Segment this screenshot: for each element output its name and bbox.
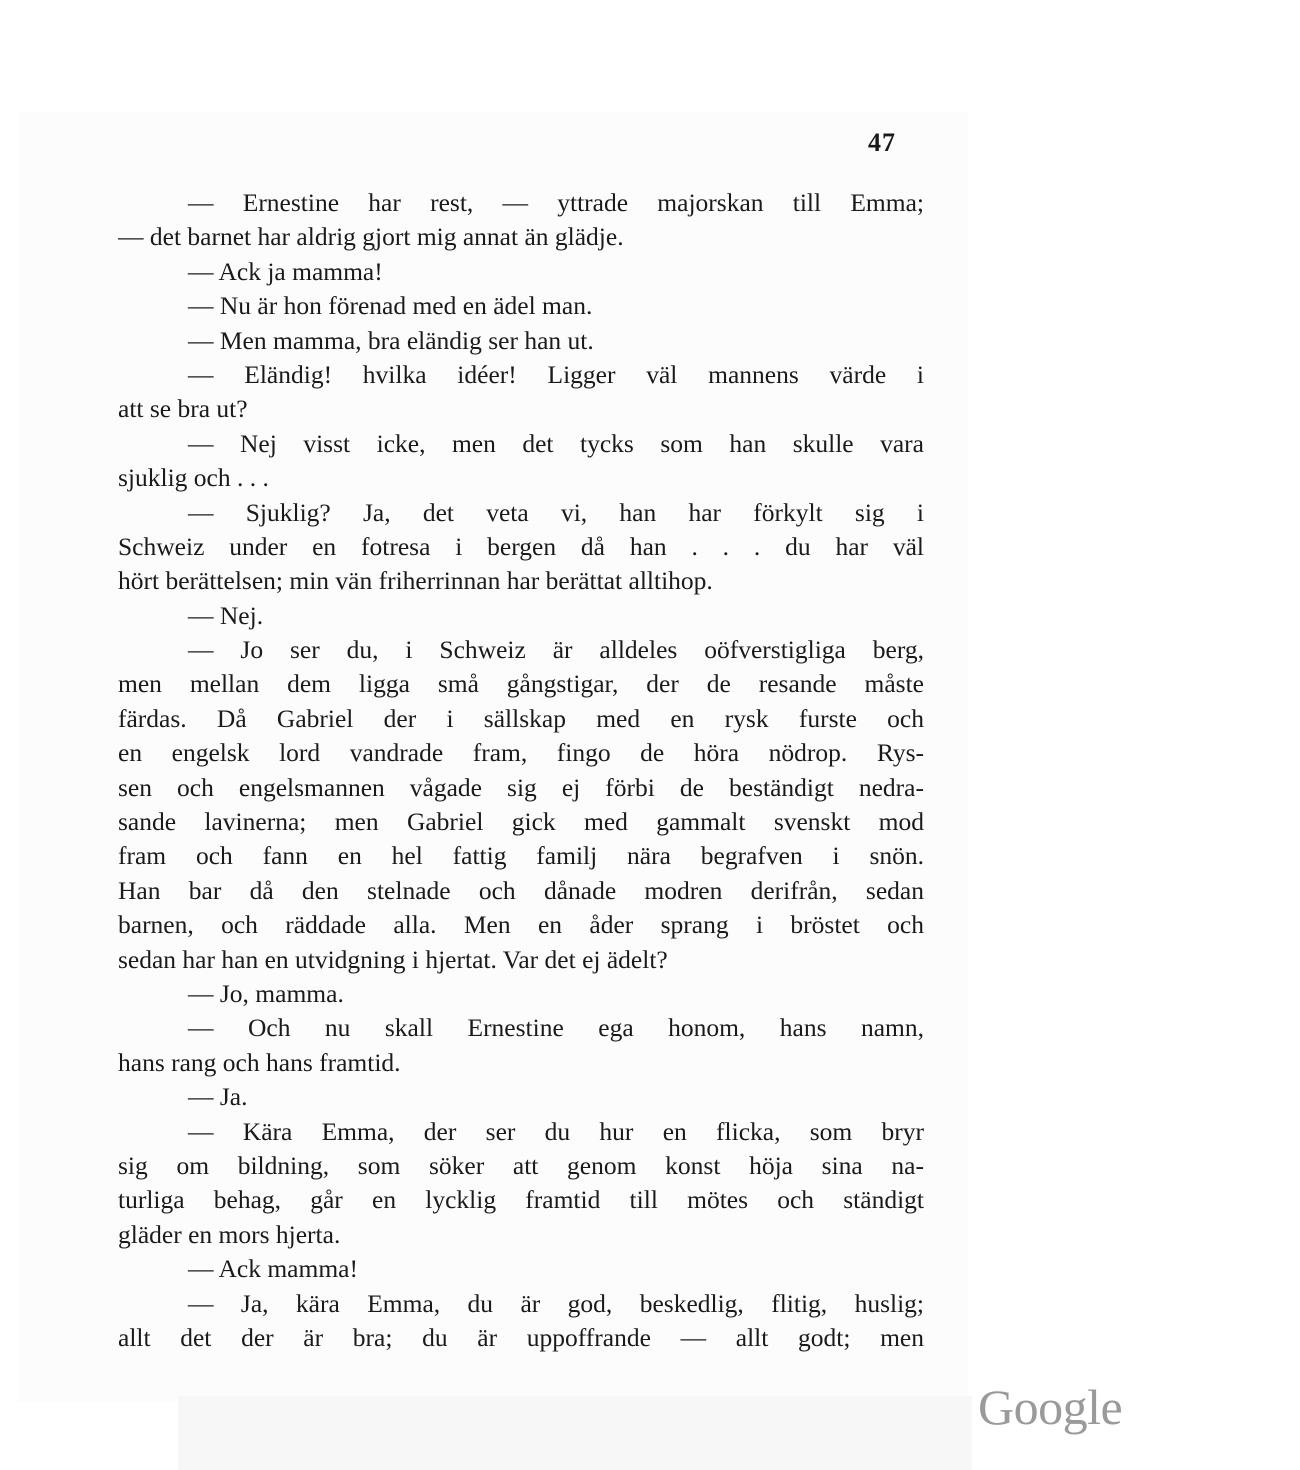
text-line: — Nej visst icke, men det tycks som han skulle vara [188, 428, 924, 458]
text-line: att se bra ut? [118, 394, 248, 424]
text-line: — Och nu skall Ernestine ega honom, hans namn, [188, 1013, 924, 1043]
text-line: — Ja, kära Emma, du är god, beskedlig, flitig, huslig; [188, 1288, 924, 1318]
text-line: Han bar då den stelnade och dånade modren derifrån, sedan [118, 875, 924, 905]
text-line: färdas. Då Gabriel der i sällskap med en rysk furste och [118, 703, 924, 733]
text-line: sen och engelsmannen vågade sig ej förbi de beständigt nedra- [118, 772, 924, 802]
text-line: sedan har han en utvidgning i hjertat. Var det ej ädelt? [118, 944, 668, 974]
text-line: — Sjuklig? Ja, det veta vi, han har förkylt sig i [188, 497, 924, 527]
body-text [118, 186, 924, 1355]
text-line: — Jo ser du, i Schweiz är alldeles oöfverstigliga berg, [188, 635, 924, 665]
text-line: — Ack mamma! [188, 1254, 358, 1284]
text-line: — Ack ja mamma! [188, 256, 383, 286]
text-line: en engelsk lord vandrade fram, fingo de höra nödrop. Rys- [118, 738, 924, 768]
text-line: sjuklig och . . . [118, 463, 269, 493]
text-line: men mellan dem ligga små gångstigar, der de resande måste [118, 669, 924, 699]
text-line: allt det der är bra; du är uppoffrande — allt godt; men [118, 1322, 924, 1352]
text-line: sande lavinerna; men Gabriel gick med gammalt svenskt mod [118, 807, 924, 837]
text-line: — det barnet har aldrig gjort mig annat än glädje. [118, 222, 624, 252]
text-line: turliga behag, går en lycklig framtid till mötes och ständigt [118, 1185, 924, 1215]
text-line: hans rang och hans framtid. [118, 1047, 401, 1077]
text-line: — Kära Emma, der ser du hur en flicka, som bryr [188, 1116, 924, 1146]
text-line: — Ja. [188, 1082, 248, 1112]
text-line: — Ernestine har rest, — yttrade majorskan till Emma; [188, 188, 924, 217]
text-line: — Men mamma, bra eländig ser han ut. [188, 325, 594, 355]
text-line: — Nej. [188, 600, 264, 630]
text-line: — Nu är hon förenad med en ädel man. [188, 291, 593, 321]
text-line: Schweiz under en fotresa i bergen då han . . . du har väl [118, 531, 924, 561]
page-number: 47 [868, 128, 896, 157]
text-line: barnen, och räddade alla. Men en åder sprang i bröstet och [118, 910, 924, 940]
text-line: sig om bildning, som söker att genom konst höja sina na- [118, 1150, 924, 1180]
text-line: — Eländig! hvilka idéer! Ligger väl mannens värde i [188, 359, 924, 389]
google-watermark: Google [978, 1379, 1123, 1435]
text-line: hört berättelsen; min vän friherrinnan har berättat alltihop. [118, 566, 713, 596]
text-line: gläder en mors hjerta. [118, 1219, 341, 1249]
scan-bottom-edge [178, 1396, 972, 1470]
text-line: — Jo, mamma. [188, 978, 344, 1008]
text-line: fram och fann en hel fattig familj nära begrafven i snön. [118, 841, 924, 871]
